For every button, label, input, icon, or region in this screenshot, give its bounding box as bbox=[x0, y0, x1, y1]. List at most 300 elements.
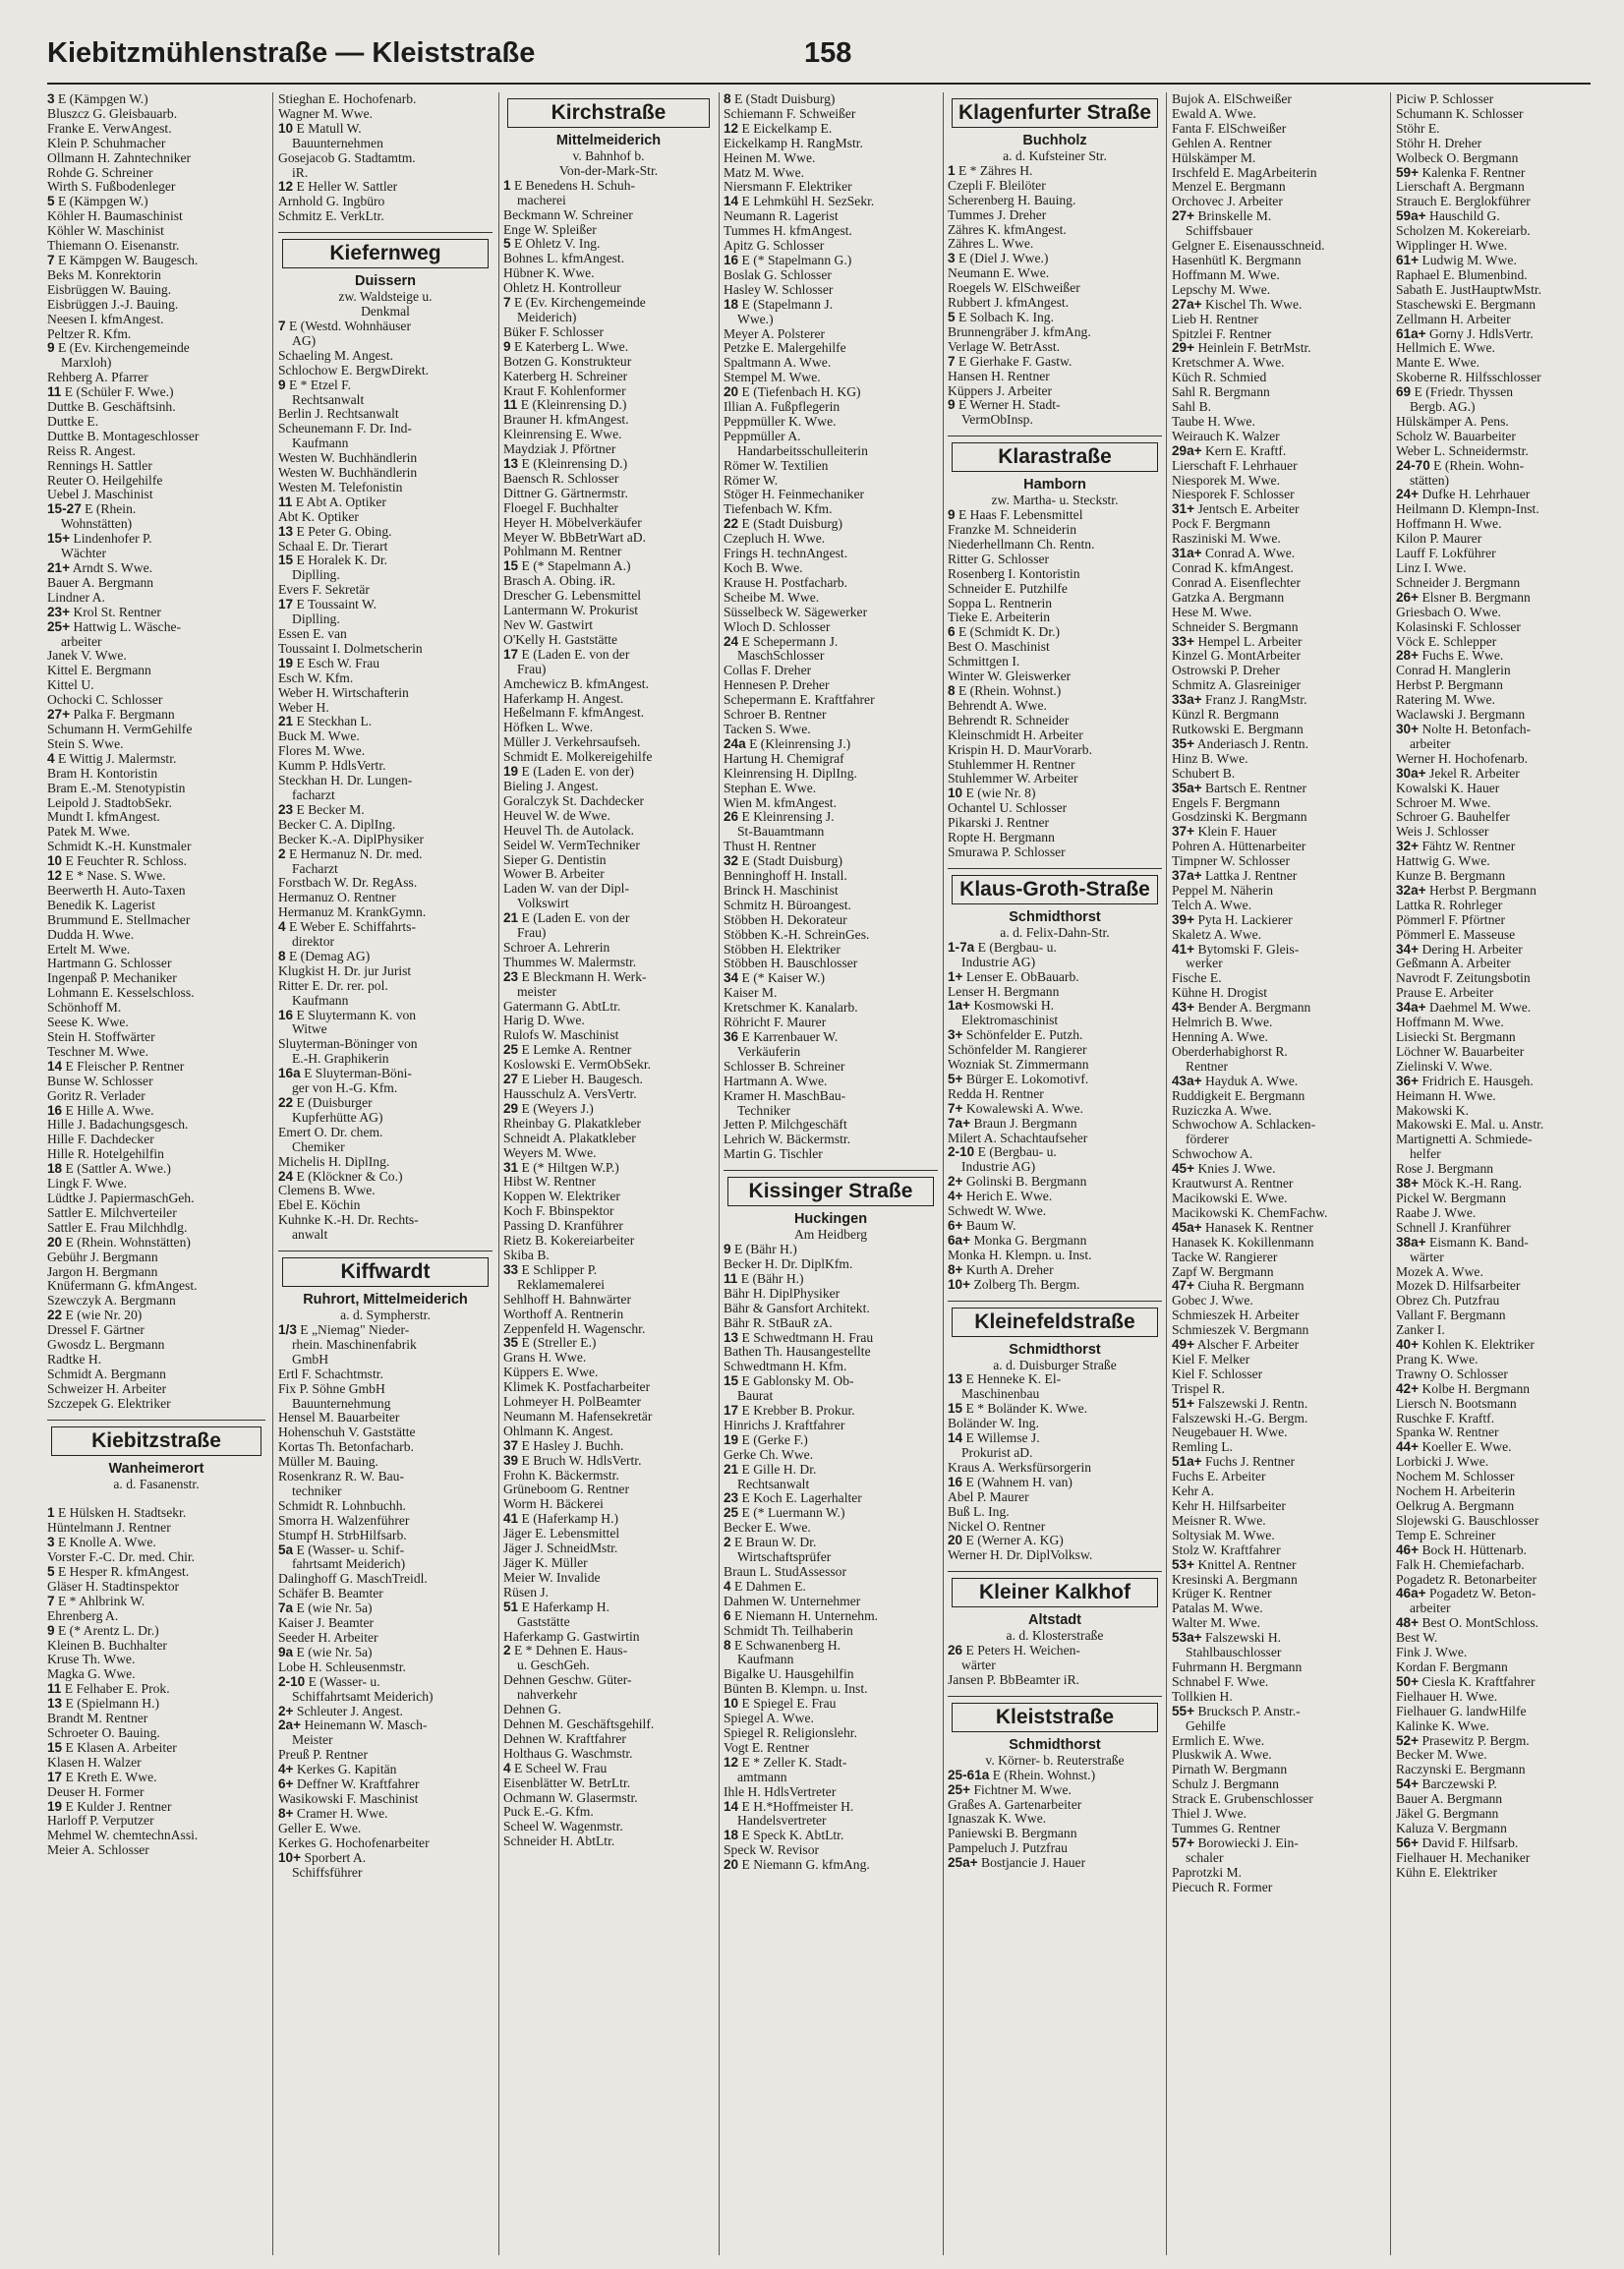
directory-entry: Clemens B. Wwe. bbox=[278, 1183, 376, 1198]
directory-entry: 36 E Karrenbauer W. bbox=[724, 1029, 839, 1044]
directory-entry: 7a E (wie Nr. 5a) bbox=[278, 1600, 373, 1616]
directory-entry: Temp E. Schreiner bbox=[1396, 1527, 1496, 1542]
directory-entry: 10 E Spiegel E. Frau bbox=[724, 1696, 837, 1712]
directory-entry: Weber H. bbox=[278, 699, 329, 715]
house-number: 1-7a bbox=[948, 939, 975, 955]
directory-entry: Bram H. Kontoristin bbox=[47, 765, 158, 781]
directory-entry: 20 E (Tiefenbach H. KG) bbox=[724, 384, 861, 400]
directory-entry: Mundt I. kfmAngest. bbox=[47, 809, 160, 825]
house-number: 24 bbox=[278, 1168, 294, 1184]
directory-entry: 28+ Fuchs E. Wwe. bbox=[1396, 648, 1504, 664]
directory-entry: 19 E (Gerke F.) bbox=[724, 1431, 808, 1447]
house-number: 1a+ bbox=[948, 998, 971, 1014]
directory-entry: 17 E Kreth E. Wwe. bbox=[47, 1769, 157, 1784]
house-number: 33+ bbox=[1172, 633, 1195, 649]
directory-entry: Ratering M. Wwe. bbox=[1396, 692, 1495, 708]
directory-entry: Orchovec J. Arbeiter bbox=[1172, 194, 1283, 209]
entry-continuation: Schiffsführer bbox=[292, 1864, 363, 1880]
house-number: 14 bbox=[47, 1058, 63, 1074]
directory-entry: Lisiecki St. Bergmann bbox=[1396, 1029, 1516, 1044]
directory-entry: Gwosdz L. Bergmann bbox=[47, 1337, 165, 1353]
directory-entry: Patek M. Wwe. bbox=[47, 824, 131, 840]
directory-entry: Schwedtmann H. Kfm. bbox=[724, 1359, 847, 1374]
house-number: 6 bbox=[948, 624, 956, 640]
house-number: 30a+ bbox=[1396, 765, 1426, 781]
directory-entry: Spiegel A. Wwe. bbox=[724, 1711, 814, 1726]
house-number: 16 bbox=[948, 1474, 963, 1489]
directory-entry: Herbst P. Bergmann bbox=[1396, 677, 1503, 693]
directory-entry: Tummes H. kfmAngest. bbox=[724, 223, 852, 239]
house-number: 7 bbox=[47, 1593, 55, 1608]
directory-entry: Griesbach O. Wwe. bbox=[1396, 604, 1501, 619]
house-number: 8+ bbox=[948, 1261, 963, 1277]
directory-entry: Paniewski B. Bergmann bbox=[948, 1826, 1077, 1841]
directory-entry: Czepli F. Bleilöter bbox=[948, 177, 1046, 193]
directory-entry: Verlage W. BetrAsst. bbox=[948, 338, 1061, 354]
street-separator bbox=[278, 232, 493, 233]
entry-continuation: Bauunternehmung bbox=[292, 1395, 391, 1411]
street-heading: Kissinger Straße bbox=[727, 1177, 934, 1206]
directory-entry: Schnell J. Kranführer bbox=[1396, 1219, 1511, 1235]
street-heading: Kiebitzstraße bbox=[51, 1426, 261, 1456]
directory-entry: 14 E H.*Hoffmeister H. bbox=[724, 1798, 854, 1814]
directory-entry: 38+ Möck K.-H. Rang. bbox=[1396, 1176, 1523, 1192]
directory-entry: 35+ Anderiasch J. Rentn. bbox=[1172, 735, 1308, 751]
directory-entry: Ehrenberg A. bbox=[47, 1607, 119, 1623]
directory-entry: Scheel W. Wagenmstr. bbox=[503, 1819, 623, 1834]
directory-entry: Grans H. Wwe. bbox=[503, 1350, 587, 1366]
directory-entry: Hoffmann M. Wwe. bbox=[1172, 266, 1280, 282]
house-number: 24a bbox=[724, 735, 746, 751]
directory-entry: 26+ Elsner B. Bergmann bbox=[1396, 589, 1531, 605]
directory-entry: Nochem H. Arbeiterin bbox=[1396, 1484, 1516, 1499]
directory-entry: Raabe J. Wwe. bbox=[1396, 1204, 1477, 1220]
directory-entry: Hennesen P. Dreher bbox=[724, 677, 830, 693]
directory-entry: Oelkrug A. Bergmann bbox=[1396, 1498, 1515, 1513]
entry-continuation: Wächter bbox=[61, 546, 107, 561]
directory-entry: Schmieszek H. Arbeiter bbox=[1172, 1308, 1300, 1323]
house-number: 46+ bbox=[1396, 1542, 1420, 1557]
directory-entry: Skaletz A. Wwe. bbox=[1172, 926, 1262, 942]
entry-continuation: Meiderich) bbox=[517, 309, 577, 324]
entry-continuation: Rechtsanwalt bbox=[737, 1476, 810, 1491]
directory-entry: Goralczyk St. Dachdecker bbox=[503, 792, 645, 808]
house-number: 11 bbox=[278, 494, 293, 509]
house-number: 46a+ bbox=[1396, 1586, 1426, 1601]
house-number: 29 bbox=[503, 1100, 519, 1116]
entry-continuation: Volkswirt bbox=[517, 896, 569, 911]
directory-entry: Kleinrensing H. DiplIng. bbox=[724, 765, 857, 781]
directory-entry: 1 E Hülsken H. Stadtsekr. bbox=[47, 1505, 187, 1521]
house-number: 19 bbox=[724, 1431, 739, 1447]
house-number: 8 bbox=[278, 948, 286, 963]
entry-continuation: arbeiter bbox=[61, 633, 102, 649]
directory-entry: Heilmann D. Klempn-Inst. bbox=[1396, 501, 1539, 517]
directory-entry: 1 E * Zähres H. bbox=[948, 162, 1033, 178]
directory-entry: 27+ Brinskelle M. bbox=[1172, 208, 1272, 224]
house-number: 6+ bbox=[948, 1218, 963, 1233]
directory-entry: Hansen H. Rentner bbox=[948, 368, 1050, 383]
entry-continuation: Meister bbox=[292, 1732, 333, 1748]
directory-entry: Bähr H. DiplPhysiker bbox=[724, 1285, 841, 1301]
directory-entry: Vallant F. Bergmann bbox=[1396, 1308, 1506, 1323]
directory-entry: Strauch E. Berglokführer bbox=[1396, 194, 1531, 209]
district-name: Altstadt bbox=[1028, 1612, 1081, 1629]
directory-entry: Hinrichs J. Kraftfahrer bbox=[724, 1417, 845, 1432]
directory-entry: 7 E Kämpgen W. Baugesch. bbox=[47, 252, 199, 267]
house-number: 16 bbox=[724, 252, 739, 267]
directory-entry: Kleinschmidt H. Arbeiter bbox=[948, 727, 1083, 742]
house-number: 9 bbox=[278, 377, 286, 392]
directory-entry: Sattler E. Frau Milchhdlg. bbox=[47, 1219, 188, 1235]
house-number: 17 bbox=[724, 1403, 739, 1419]
directory-entry: Petzke E. Malergehilfe bbox=[724, 340, 846, 356]
directory-entry: Martignetti A. Schmiede- bbox=[1396, 1132, 1533, 1147]
directory-entry: Linz I. Wwe. bbox=[1396, 560, 1467, 575]
directory-entry: Pock F. Bergmann bbox=[1172, 516, 1271, 532]
street-location-note: v. Körner- b. Reuterstraße bbox=[985, 1752, 1125, 1768]
house-number: 31 bbox=[503, 1159, 519, 1175]
directory-entry: 29 E (Weyers J.) bbox=[503, 1100, 594, 1116]
directory-entry: Falszewski H.-G. Bergm. bbox=[1172, 1410, 1308, 1425]
directory-entry: Seeder H. Arbeiter bbox=[278, 1630, 378, 1645]
house-number: 7a bbox=[278, 1600, 294, 1616]
street-separator bbox=[948, 868, 1162, 869]
directory-entry: 15 E * Boländer K. Wwe. bbox=[948, 1401, 1088, 1417]
directory-entry: 27 E Lieber H. Baugesch. bbox=[503, 1072, 643, 1087]
directory-entry: 15 E (* Stapelmann A.) bbox=[503, 558, 631, 574]
directory-entry: Maydziak J. Pförtner bbox=[503, 441, 616, 457]
directory-entry: Stumpf H. StrbHilfsarb. bbox=[278, 1527, 407, 1542]
entry-continuation: Rentner bbox=[1186, 1058, 1229, 1074]
entry-continuation: Schiffahrtsamt Meiderich) bbox=[292, 1688, 434, 1704]
directory-entry: Tiefenbach W. Kfm. bbox=[724, 501, 833, 517]
house-number: 4+ bbox=[948, 1189, 963, 1204]
directory-entry: Süsselbeck W. Sägewerker bbox=[724, 604, 868, 619]
directory-entry: Spitzlei F. Rentner bbox=[1172, 325, 1272, 341]
directory-entry: 11 E (Bähr H.) bbox=[724, 1270, 804, 1286]
directory-entry: 23 E Bleckmann H. Werk- bbox=[503, 968, 647, 984]
house-number: 25+ bbox=[948, 1781, 971, 1797]
directory-entry: Brandt M. Rentner bbox=[47, 1711, 148, 1726]
house-number: 4 bbox=[47, 750, 55, 766]
house-number: 6 bbox=[724, 1607, 731, 1623]
directory-entry: Duttke B. Montageschlosser bbox=[47, 428, 200, 443]
directory-entry: Rose J. Bergmann bbox=[1396, 1161, 1494, 1177]
directory-entry: 15 E Horalek K. Dr. bbox=[278, 553, 388, 568]
directory-entry: 19 E Kulder J. Rentner bbox=[47, 1798, 172, 1814]
house-number: 2 bbox=[503, 1643, 511, 1658]
directory-entry: Franzke M. Schneiderin bbox=[948, 522, 1076, 538]
directory-entry: Magka G. Wwe. bbox=[47, 1666, 136, 1682]
directory-entry: 59+ Kalenka F. Rentner bbox=[1396, 164, 1526, 180]
street-location-note: a. d. Kufsteiner Str. bbox=[1003, 148, 1107, 163]
directory-entry: Fink J. Wwe. bbox=[1396, 1645, 1468, 1660]
house-number: 32+ bbox=[1396, 839, 1420, 854]
directory-entry: Brummund E. Stellmacher bbox=[47, 911, 191, 927]
directory-entry: Seidel W. VermTechniker bbox=[503, 837, 640, 852]
house-number: 7 bbox=[503, 295, 511, 311]
street-separator bbox=[948, 1571, 1162, 1572]
directory-entry: Pikarski J. Rentner bbox=[948, 815, 1050, 831]
house-number: 59+ bbox=[1396, 164, 1420, 180]
directory-entry: Werner H. Dr. DiplVolksw. bbox=[948, 1547, 1093, 1563]
directory-entry: Fanta F. ElSchweißer bbox=[1172, 120, 1287, 136]
street-heading: Klagenfurter Straße bbox=[952, 98, 1158, 128]
directory-entry: Ruddigkeit E. Bergmann bbox=[1172, 1087, 1305, 1103]
directory-entry: Lindner A. bbox=[47, 589, 105, 605]
house-number: 53a+ bbox=[1172, 1630, 1202, 1646]
directory-entry: 4+ Kerkes G. Kapitän bbox=[278, 1762, 397, 1777]
entry-continuation: VermObInsp. bbox=[961, 412, 1033, 428]
directory-entry: Rennings H. Sattler bbox=[47, 457, 152, 473]
directory-entry: Braun L. StudAssessor bbox=[724, 1564, 846, 1579]
directory-entry: 10 E Matull W. bbox=[278, 120, 362, 136]
directory-entry: Bohnes L. kfmAngest. bbox=[503, 251, 625, 266]
entry-continuation: AG) bbox=[292, 332, 317, 348]
directory-entry: Best W. bbox=[1396, 1630, 1438, 1646]
directory-entry: Walter M. Wwe. bbox=[1172, 1615, 1261, 1631]
directory-entry: Graßes A. Gartenarbeiter bbox=[948, 1796, 1082, 1812]
directory-entry: Hibst W. Rentner bbox=[503, 1174, 597, 1190]
directory-entry: 25+ Fichtner M. Wwe. bbox=[948, 1781, 1072, 1797]
directory-entry: 5 E (Kämpgen W.) bbox=[47, 194, 148, 209]
directory-entry: Zanker I. bbox=[1396, 1322, 1445, 1338]
house-number: 1+ bbox=[948, 968, 963, 984]
directory-entry: Sluyterman-Böninger von bbox=[278, 1036, 418, 1052]
directory-entry: Roegels W. ElSchweißer bbox=[948, 280, 1080, 296]
directory-entry: Becker M. Wwe. bbox=[1396, 1747, 1487, 1763]
directory-entry: 18 E (Sattler A. Wwe.) bbox=[47, 1161, 171, 1177]
directory-entry: Lepschy M. Wwe. bbox=[1172, 281, 1271, 297]
house-number: 16 bbox=[47, 1102, 63, 1118]
directory-entry: Bluszcz G. Gleisbauarb. bbox=[47, 105, 178, 121]
directory-entry: 13 E Peter G. Obing. bbox=[278, 523, 392, 539]
directory-entry: Stolz W. Kraftfahrer bbox=[1172, 1542, 1281, 1557]
directory-entry: Lorbicki J. Wwe. bbox=[1396, 1454, 1489, 1470]
directory-entry: Thiemann O. Eisenanstr. bbox=[47, 238, 180, 254]
directory-entry: Scholz W. Bauarbeiter bbox=[1396, 428, 1516, 443]
directory-entry: Vogt E. Rentner bbox=[724, 1739, 809, 1755]
directory-entry: 11 E Abt A. Optiker bbox=[278, 494, 386, 509]
directory-entry: Skoberne R. Hilfsschlosser bbox=[1396, 370, 1541, 385]
directory-entry: Winter W. Gleiswerker bbox=[948, 669, 1072, 684]
directory-entry: Schaal E. Dr. Tierart bbox=[278, 538, 388, 553]
directory-entry: Hülskämper A. Pens. bbox=[1396, 413, 1509, 429]
directory-entry: Kiel F. Schlosser bbox=[1172, 1366, 1263, 1381]
house-number: 1 bbox=[47, 1505, 55, 1521]
house-number: 6a+ bbox=[948, 1232, 971, 1248]
directory-entry: Smurawa P. Schlosser bbox=[948, 844, 1066, 859]
directory-entry: Vöck E. Schlepper bbox=[1396, 633, 1497, 649]
directory-entry: Ertelt M. Wwe. bbox=[47, 941, 131, 957]
directory-entry: Dalinghoff G. MaschTreidl. bbox=[278, 1571, 428, 1587]
directory-entry: 10+ Sporbert A. bbox=[278, 1849, 367, 1865]
house-number: 19 bbox=[503, 764, 519, 780]
directory-entry: Hese M. Wwe. bbox=[1172, 604, 1252, 619]
directory-entry: 23+ Krol St. Rentner bbox=[47, 604, 161, 619]
directory-entry: 36+ Fridrich E. Hausgeh. bbox=[1396, 1073, 1534, 1088]
directory-entry: Dahmen W. Unternehmer bbox=[724, 1593, 861, 1608]
directory-entry: Speck W. Revisor bbox=[724, 1842, 820, 1858]
directory-entry: Schäfer B. Beamter bbox=[278, 1586, 383, 1601]
street-location-note: Denkmal bbox=[361, 304, 410, 320]
directory-entry: 6a+ Monka G. Bergmann bbox=[948, 1232, 1087, 1248]
directory-entry: 45+ Knies J. Wwe. bbox=[1172, 1161, 1276, 1177]
directory-entry: Dehnen W. Kraftfahrer bbox=[503, 1730, 626, 1746]
directory-entry: 13 E (Spielmann H.) bbox=[47, 1696, 160, 1712]
directory-entry: Schneider H. AbtLtr. bbox=[503, 1833, 615, 1849]
directory-entry: Zähres L. Wwe. bbox=[948, 236, 1034, 252]
directory-entry: Conrad H. Manglerin bbox=[1396, 663, 1511, 678]
house-number: 10 bbox=[948, 785, 963, 801]
directory-entry: 9 E Katerberg L. Wwe. bbox=[503, 338, 629, 354]
directory-entry: Gebühr J. Bergmann bbox=[47, 1249, 158, 1264]
directory-entry: Spanka W. Rentner bbox=[1396, 1425, 1499, 1440]
house-number: 2 bbox=[724, 1535, 731, 1550]
entry-continuation: arbeiter bbox=[1410, 735, 1451, 751]
house-number: 24 bbox=[724, 633, 739, 649]
house-number: 35 bbox=[503, 1335, 519, 1351]
street-location-note: Von-der-Mark-Str. bbox=[558, 162, 659, 178]
house-number: 34+ bbox=[1396, 941, 1420, 957]
directory-entry: Wloch D. Schlosser bbox=[724, 618, 831, 634]
column-5 bbox=[948, 92, 1162, 2255]
directory-entry: Zapf W. Bergmann bbox=[1172, 1263, 1274, 1279]
house-number: 13 bbox=[724, 1329, 739, 1345]
house-number: 25a+ bbox=[948, 1855, 978, 1871]
house-number: 31+ bbox=[1172, 501, 1195, 517]
directory-entry: 46+ Bock H. Hüttenarb. bbox=[1396, 1542, 1527, 1557]
directory-entry: Schlosser B. Schreiner bbox=[724, 1058, 845, 1074]
street-heading: Kleiststraße bbox=[952, 1703, 1158, 1732]
column-divider bbox=[719, 92, 720, 2255]
directory-entry: 2+ Schleuter J. Angest. bbox=[278, 1703, 403, 1718]
house-number: 16a bbox=[278, 1066, 301, 1081]
directory-entry: Schiemann F. Schweißer bbox=[724, 105, 856, 121]
directory-entry: Hüntelmann J. Rentner bbox=[47, 1520, 171, 1536]
directory-entry: Weber L. Schneidermstr. bbox=[1396, 442, 1529, 458]
house-number: 51 bbox=[503, 1599, 519, 1614]
directory-entry: Rheinbay G. Plakatkleber bbox=[503, 1115, 642, 1131]
directory-entry: Stein H. Stoffwärter bbox=[47, 1029, 155, 1044]
entry-continuation: Rechtsanwalt bbox=[292, 391, 365, 407]
house-number: 21+ bbox=[47, 560, 71, 575]
directory-entry: Kaluza V. Bergmann bbox=[1396, 1820, 1507, 1835]
directory-entry: Worthoff A. Rentnerin bbox=[503, 1306, 624, 1321]
directory-entry: Lieb H. Rentner bbox=[1172, 311, 1258, 326]
directory-entry: 12 E * Zeller K. Stadt- bbox=[724, 1754, 847, 1770]
house-number: 1 bbox=[948, 162, 956, 178]
directory-entry: Thummes W. Malermstr. bbox=[503, 954, 637, 969]
house-number: 25 bbox=[503, 1042, 519, 1058]
entry-continuation: stätten) bbox=[1410, 472, 1450, 488]
directory-entry: Werner H. Hochofenarb. bbox=[1396, 750, 1529, 766]
column-divider bbox=[272, 92, 273, 2255]
directory-entry: 27+ Palka F. Bergmann bbox=[47, 707, 175, 723]
directory-entry: Hartmann G. Schlosser bbox=[47, 956, 172, 971]
directory-entry: Pluskwik A. Wwe. bbox=[1172, 1747, 1272, 1763]
directory-entry: Büker F. Schlosser bbox=[503, 323, 604, 339]
house-number: 20 bbox=[47, 1234, 63, 1250]
directory-entry: 33a+ Franz J. RangMstr. bbox=[1172, 692, 1307, 708]
entry-continuation: Kupferhütte AG) bbox=[292, 1109, 383, 1125]
directory-entry: Frohn K. Bäckermstr. bbox=[503, 1467, 619, 1483]
directory-entry: 5+ Bürger E. Lokomotivf. bbox=[948, 1071, 1089, 1086]
directory-entry: Ohlmann K. Angest. bbox=[503, 1423, 613, 1438]
house-number: 41 bbox=[503, 1511, 519, 1527]
directory-entry: Kleinen B. Buchhalter bbox=[47, 1637, 167, 1653]
house-number: 50+ bbox=[1396, 1673, 1420, 1689]
directory-entry: Kittel E. Bergmann bbox=[47, 663, 151, 678]
directory-entry: 22 E (wie Nr. 20) bbox=[47, 1308, 143, 1323]
house-number: 10+ bbox=[948, 1276, 971, 1292]
directory-entry: 45a+ Hanasek K. Rentner bbox=[1172, 1219, 1313, 1235]
directory-entry: 61+ Ludwig M. Wwe. bbox=[1396, 252, 1517, 267]
directory-entry: Telch A. Wwe. bbox=[1172, 897, 1252, 912]
directory-entry: Peppmüller A. bbox=[724, 428, 801, 443]
directory-entry: 6+ Deffner W. Kraftfahrer bbox=[278, 1776, 420, 1792]
directory-entry: Boslak G. Schlosser bbox=[724, 266, 832, 282]
entry-continuation: Prokurist aD. bbox=[961, 1444, 1033, 1460]
directory-entry: Wasikowski F. Maschinist bbox=[278, 1790, 419, 1806]
directory-entry: Sahl R. Bergmann bbox=[1172, 384, 1270, 400]
directory-entry: Czepluch H. Wwe. bbox=[724, 531, 826, 547]
directory-entry: 5a E (Wasser- u. Schif- bbox=[278, 1542, 405, 1557]
directory-entry: 53a+ Falszewski H. bbox=[1172, 1630, 1282, 1646]
house-number: 12 bbox=[724, 120, 739, 136]
entry-continuation: Chemiker bbox=[292, 1138, 345, 1154]
directory-entry: Kolasinski F. Schlosser bbox=[1396, 618, 1521, 634]
directory-entry: Bähr & Gansfort Architekt. bbox=[724, 1300, 870, 1315]
street-separator bbox=[724, 1170, 938, 1171]
directory-entry: Hülskämper M. bbox=[1172, 149, 1256, 165]
house-number: 19 bbox=[278, 655, 294, 670]
directory-entry: Niersmann F. Elektriker bbox=[724, 179, 852, 195]
directory-entry: Laden W. van der Dipl- bbox=[503, 881, 629, 897]
directory-entry: Smorra H. Walzenführer bbox=[278, 1512, 410, 1528]
entry-continuation: Kaufmann bbox=[737, 1652, 794, 1667]
directory-entry: Sieper G. Dentistin bbox=[503, 851, 607, 867]
directory-entry: Tieke E. Arbeiterin bbox=[948, 610, 1051, 625]
directory-entry: Matz M. Wwe. bbox=[724, 164, 805, 180]
directory-entry: 9 E * Etzel F. bbox=[278, 377, 352, 392]
directory-entry: 8 E Schwanenberg H. bbox=[724, 1637, 841, 1653]
directory-entry: Kaiser J. Beamter bbox=[278, 1615, 375, 1631]
entry-continuation: Kaufmann bbox=[292, 992, 349, 1008]
directory-entry: Dehnen G. bbox=[503, 1702, 561, 1717]
house-number: 18 bbox=[724, 296, 739, 312]
house-number: 42+ bbox=[1396, 1380, 1420, 1396]
directory-entry: Soltysiak M. Wwe. bbox=[1172, 1527, 1275, 1542]
directory-entry: Raphael E. Blumenbind. bbox=[1396, 266, 1528, 282]
house-number: 4 bbox=[503, 1760, 511, 1775]
directory-entry: 1 E Benedens H. Schuh- bbox=[503, 177, 636, 193]
directory-entry: Drescher G. Lebensmittel bbox=[503, 588, 642, 604]
directory-entry: 4 E Wittig J. Malermstr. bbox=[47, 750, 177, 766]
directory-entry: Jansen P. BbBeamter iR. bbox=[948, 1671, 1080, 1687]
house-number: 38a+ bbox=[1396, 1234, 1426, 1250]
house-number: 27 bbox=[503, 1072, 519, 1087]
house-number: 5+ bbox=[948, 1071, 963, 1086]
house-number: 23 bbox=[724, 1490, 739, 1506]
directory-entry: Kruse Th. Wwe. bbox=[47, 1652, 136, 1667]
directory-entry: Scholzen M. Kokereiarb. bbox=[1396, 223, 1531, 239]
directory-entry: Klein P. Schuhmacher bbox=[47, 135, 166, 150]
directory-entry: 41+ Bytomski F. Gleis- bbox=[1172, 941, 1300, 957]
directory-entry: 25+ Hattwig L. Wäsche- bbox=[47, 618, 182, 634]
directory-entry: Wirth S. Fußbodenleger bbox=[47, 179, 176, 195]
